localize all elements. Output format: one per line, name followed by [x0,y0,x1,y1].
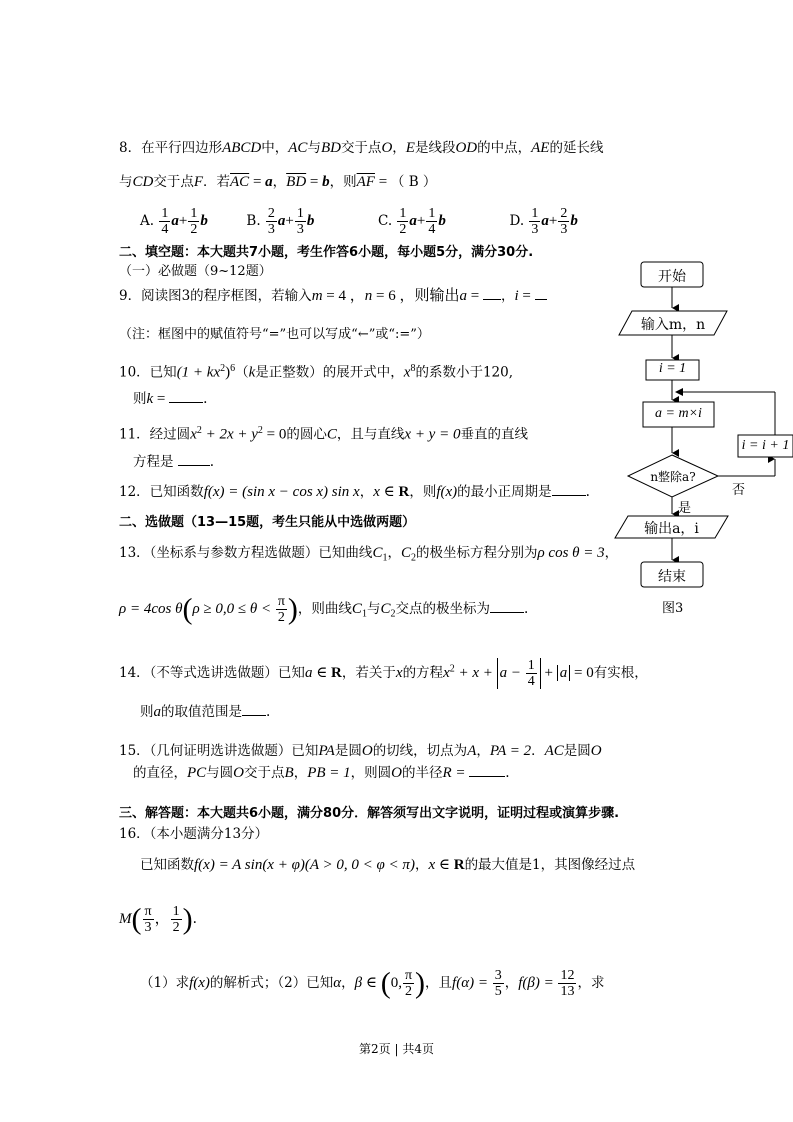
q13-text: . [523,601,529,617]
q8-text: 8．在平行四边形 [119,140,223,156]
q15-pc: PC [187,765,207,781]
q15-text: 与圆 [206,765,234,781]
q15-line1 [119,741,602,761]
den: 2 [399,222,407,237]
num: π [277,594,285,609]
q12-x-in: x ∈ [373,484,399,500]
plus: + [548,213,558,229]
q15-text: . [505,765,510,781]
den: 2 [190,222,198,237]
num: π [404,968,413,983]
q14-line1 [119,658,648,689]
option-label: C. [377,213,393,229]
q16-beta-in: β ∈ [354,975,381,991]
q8-ae: AE [531,140,550,156]
q10-text: 的系数小于120, [415,364,514,381]
q16-text: 已知函数 [140,857,194,873]
q15-text: ， [293,765,308,781]
q8-od: OD [455,140,478,156]
sub: 2 [390,608,396,620]
q12-fx: f(x) [436,484,458,500]
q8-cd: CD [132,174,154,190]
q16-zero: 0, [390,975,402,991]
yes-label: 是 [678,501,692,516]
q8-line2 [119,172,436,192]
q11-text: 11．经过圆 [119,426,191,443]
q10-sup: 6 [230,363,236,374]
q16-text: ， [414,857,429,873]
incr-label: i = i + 1 [741,438,790,453]
q12-func: f(x) = (sin x − cos x) sin x [203,484,360,500]
frac [526,658,537,689]
q15-a: A [467,743,477,759]
no-label: 否 [732,483,746,498]
q8-f: F [193,174,204,190]
frac [171,904,182,935]
q8-text: 交于点 [153,174,194,190]
q16-text: （1）求 [140,975,190,991]
q15-text: ，则圆 [350,765,392,781]
den: 4 [527,674,535,689]
q8-eq: = [249,174,266,190]
q13-line1 [119,543,618,569]
frac [558,206,569,237]
q9-eq: = [518,288,535,304]
comma: ， [341,975,355,991]
q8-text: 中， [261,140,289,156]
plus: + [178,213,188,229]
den: 2 [405,984,412,999]
den: 4 [428,222,436,237]
q14-abs-b: a [559,665,568,681]
q8-answer: （ B ） [390,174,437,190]
q9-note: （注：框图中的赋值符号“=”也可以写成“←”或“:=”） [119,327,430,342]
q8-text: 的中点， [477,140,532,156]
q13-cond: ρ ≥ 0,0 ≤ θ < [192,601,275,617]
q10-k: k [248,364,256,381]
q11-line2 [133,452,214,472]
q8-eq: = [374,174,391,190]
q16-text: ，且 [425,975,453,991]
q14-a: a [153,704,161,720]
q15-text: 15．（几何证明选讲选做题）已知 [119,743,319,759]
q8-text: 交于点 [340,140,382,156]
q15-blank [469,776,505,777]
paren-open: ( [131,902,142,936]
q8-vec-bd: $\overline{BD}$ [286,174,307,190]
sup: 2 [449,663,455,675]
q9-a: a [459,288,467,304]
den: 2 [172,920,180,935]
paren-open: ( [182,592,193,626]
paren-close: ) [287,592,298,626]
frac [397,206,408,237]
period: . [192,911,197,927]
num: 2 [267,206,275,221]
q9-eq: = 4 ， [322,288,365,304]
q14-line2 [140,702,270,722]
q12-text: 的最小正周期是 [457,484,552,500]
q10-k: k [146,391,154,407]
q10-sup: 2 [220,363,226,374]
vec-b: b [306,213,315,229]
q13-text: ，则曲线 [297,601,352,617]
q8-text: 与 [307,140,321,156]
den: 3 [296,222,304,237]
q16-alpha: α [333,975,342,991]
paren-close: ) [415,966,426,1000]
q8-o: O [381,140,393,156]
q8-vec-af: $\overline{AF}$ [356,174,375,190]
num: 1 [428,206,436,221]
q8-text: 的延长线 [549,140,604,156]
frac [295,206,306,237]
q11-eq: x [190,426,197,443]
q15-b: B [284,765,294,781]
q14-a-in: a ∈ [304,665,332,681]
q14-text: 的取值范围是 [161,704,242,720]
q12-text: 12．已知函数 [119,484,204,500]
q10-sup: 8 [410,363,416,374]
q10-text: 则 [133,391,147,407]
num: 1 [296,206,304,221]
q9-eq: = [466,288,483,304]
q13-text: 交点的极坐标为 [395,601,490,617]
vec-a: a [541,213,549,229]
den: 13 [560,984,575,999]
q8-text: 是线段 [414,140,456,156]
q16-falpha: f(α) = [452,975,492,991]
q15-text: 是圆 [563,743,591,759]
q8-options [140,206,578,237]
q16-x-in: x ∈ [428,857,454,873]
den: 4 [161,222,169,237]
q13-c2: C [400,545,411,561]
q9-blank-a [483,299,501,300]
q10-expr: ) [225,364,231,381]
section2-sub2: 二、选做题（13—15题，考生只能从中选做两题） [119,515,416,530]
q9-m: m [311,288,323,304]
q11-text: 垂直的直线 [460,426,528,443]
flowchart-lines [600,255,793,615]
q9-text: 9．阅读图3的程序框图，若输入 [119,288,312,304]
q14-text: . [266,704,271,720]
paren-close: ) [182,902,193,936]
q15-pb: PB = 1 [307,765,351,781]
q16-text: 的最大值是1，其图像经过点 [464,857,636,873]
sup: 2 [196,425,202,436]
vec-a: a [277,213,286,229]
q16-text: ，求 [577,975,605,991]
q8-vec-b: b [322,174,330,190]
section2-sub1: （一）必做题（9~12题） [119,264,272,279]
q12-text: . [585,484,590,500]
q14-eq: x [443,665,450,681]
den: 3 [144,920,152,935]
q8-text: ， [272,174,287,190]
q14-text: ，若关于 [341,665,396,681]
q11-text: 的圆心 [286,426,327,443]
assign-label: a = m×i [655,406,702,421]
q16-r: R [453,857,465,873]
q12-line [119,482,590,502]
q13-c1: C [372,545,383,561]
page-footer: 第2页 | 共4页 [359,1042,434,1056]
q16-m: M [119,911,132,927]
input-label: 输入m，n [640,317,706,333]
q10-text: . [203,391,208,407]
q16-line2 [119,904,197,935]
num: π [144,904,152,919]
num: 3 [494,968,502,983]
q13-text: ， [387,545,401,561]
q15-o: O [590,743,602,759]
q8-e: E [405,140,415,156]
q12-text: ， [359,484,374,500]
q10-text: 10．已知 [119,364,177,381]
q14-eq: = 0 [570,665,594,681]
q8-option-a [140,206,208,237]
q15-r: R = [442,765,470,781]
q10-expr: (1 + kx [176,364,221,381]
q14-abs2 [557,665,571,681]
q15-text: ． [531,743,545,759]
num: 1 [161,206,169,221]
q8-vec-ac: $\overline{AC}$ [230,174,250,190]
q10-text: （ [235,364,249,381]
q13-line2 [119,594,528,625]
frac [403,968,414,999]
paren-open: ( [380,966,391,1000]
q8-text: ．若 [203,174,231,190]
sub: 2 [410,552,416,564]
q13-eq1: ρ cos θ = 3 [537,545,605,561]
vec-b: b [438,213,446,229]
num: 1 [531,206,539,221]
q11-text: ，且与直线 [336,426,405,443]
frac [493,968,504,999]
q14-r: R [331,665,342,681]
vec-a: a [171,213,179,229]
q8-abcd: ABCD [222,140,262,156]
q15-text: 的直径， [133,765,187,781]
q10-x: x [403,364,411,381]
q8-option-c [377,206,446,237]
sub: 1 [382,552,388,564]
sup: 2 [257,425,263,436]
frac [558,968,576,999]
q14-eq: + [540,665,557,681]
comma: ， [154,911,170,927]
q10-line1 [119,359,513,383]
frac [529,206,540,237]
num: 12 [560,968,575,983]
init-label: i = 1 [658,361,687,376]
q14-abs [497,658,541,689]
q9-line1 [119,286,547,306]
q14-text: 14．（不等式选讲选做题）已知 [119,665,305,681]
q8-bd: BD [320,140,341,156]
q11-blank [178,465,210,466]
frac [188,206,199,237]
q8-vec-a: a [265,174,273,190]
num: 1 [172,904,180,919]
q9-n: n [364,288,373,304]
q8-eq: = [306,174,323,190]
plus: + [285,213,294,229]
q15-text: 是圆 [334,743,362,759]
q14-eq: + x + [454,665,497,681]
num: 1 [399,206,407,221]
q16-fx: f(x) [189,975,210,991]
q11-eq: + 2x + y [201,426,258,443]
q11-line1 [119,421,528,445]
q11-line-eq: x + y = 0 [404,426,461,443]
q15-text: ， [476,743,490,759]
section2-heading: 二、填空题：本大题共7小题，考生作答6小题，每小题5分，满分30分. [119,245,534,260]
den: 3 [531,222,539,237]
frac [426,206,437,237]
vec-b: b [570,213,578,229]
q11-c: C [326,426,337,443]
q10-blank [169,402,203,403]
q15-pa2: PA = 2 [489,743,532,759]
q15-ac: AC [544,743,564,759]
q16-line3 [140,968,604,999]
sub: 1 [361,608,367,620]
den: 5 [494,984,502,999]
q8-option-b [246,206,315,237]
q16-label: 16．（本小题满分13分） [119,826,269,842]
q15-o: O [361,743,373,759]
figure-caption: 图3 [662,601,684,616]
q8-text: ，则 [329,174,357,190]
q14-text: 的方程 [402,665,444,681]
q15-o: O [233,765,245,781]
section3-heading: 三、解答题：本大题共6小题，满分80分．解答须写出文字说明，证明过程或演算步骤. [119,806,620,821]
q12-r: R [398,484,410,500]
num: 2 [560,206,568,221]
q13-blank [490,612,524,613]
option-label: D. [509,213,525,229]
frac [159,206,170,237]
q12-text: ，则 [409,484,437,500]
q15-pa: PA [318,743,335,759]
den: 2 [277,610,285,625]
q11-eq: = 0 [262,426,287,443]
q16-text: 的解析式；（2）已知 [209,975,334,991]
q16-func: f(x) = A sin(x + φ)(A > 0, 0 < φ < π) [194,857,415,873]
q11-text: 方程是 [133,454,174,470]
q13-text: 的极坐标方程分别为 [415,545,538,561]
q9-text: ， [500,288,515,304]
q8-ac: AC [288,140,308,156]
q10-line2 [133,389,207,409]
q14-x: x [395,665,403,681]
q13-c1: C [351,601,362,617]
frac [276,594,287,625]
q11-text: . [209,454,215,470]
q15-text: 的切线，切点为 [372,743,468,759]
option-label: B. [246,213,261,229]
vec-b: b [200,213,208,229]
frac [266,206,277,237]
decision-label: n整除a? [650,470,696,484]
q15-text: 交于点 [244,765,285,781]
flowchart [600,255,793,615]
q8-line1 [119,138,603,158]
q10-text: 是正整数）的展开式中， [255,364,404,381]
q9-i: i [514,288,519,304]
output-label: 输出a，i [644,521,699,537]
q10-eq: = [153,391,170,407]
den: 3 [267,222,275,237]
end-label: 结束 [658,569,686,585]
num: 1 [190,206,198,221]
q13-c2: C [380,601,391,617]
q14-text: 有实根， [593,665,648,681]
q15-text: 的半径 [401,765,443,781]
q12-blank [552,495,586,496]
q8-option-d [509,206,578,237]
q16-fbeta: f(β) = [518,975,558,991]
q16-line1 [140,855,635,875]
q16-text: ， [504,975,519,991]
den: 3 [560,222,568,237]
q13-text: ， [604,545,619,561]
q8-text: ， [392,140,406,156]
num: 1 [527,658,535,673]
q14-abs-a: a − [499,665,525,681]
q13-eq2: ρ = 4cos θ [119,601,183,617]
q13-text: 13．（坐标系与参数方程选做题）已知曲线 [119,545,373,561]
q8-text: 与 [119,174,133,190]
q14-text: 则 [140,704,154,720]
q9-blank-i [535,299,547,300]
q15-o: O [391,765,402,781]
q9-eq: = 6 ，则输出 [372,288,460,304]
q14-blank [242,715,266,716]
start-label: 开始 [658,269,686,285]
option-label: A. [140,213,155,229]
plus: + [416,213,426,229]
frac [143,904,154,935]
q13-text: 与 [366,601,381,617]
q15-line2 [133,763,510,783]
vec-a: a [409,213,417,229]
